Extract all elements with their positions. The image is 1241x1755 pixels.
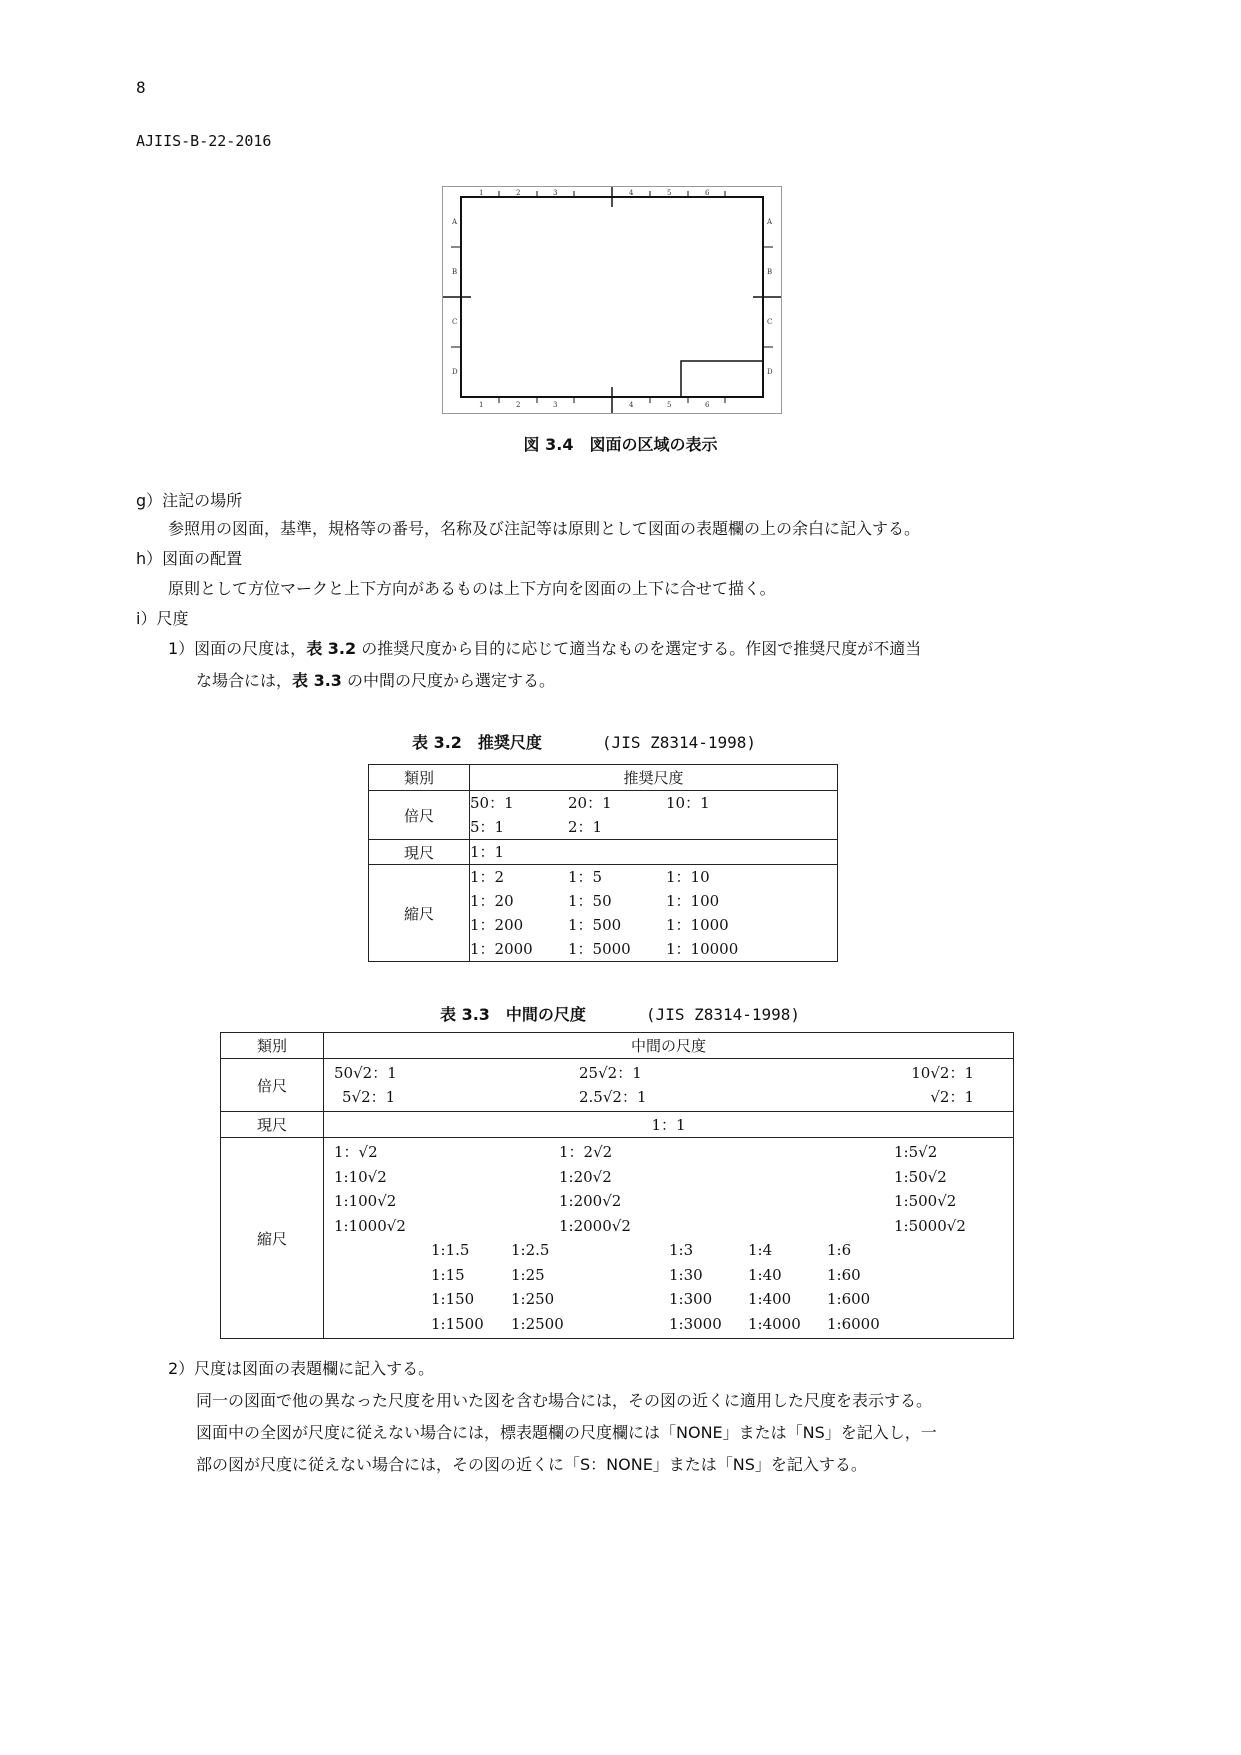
scale-value: 1:50√2 [894, 1167, 947, 1186]
intermediate-scale-table [220, 1032, 1014, 1339]
category-reduce: 縮尺 [221, 1138, 324, 1339]
page-number: 8 [136, 78, 146, 97]
col-label: 3 [553, 401, 558, 409]
col-label: 2 [516, 189, 521, 197]
table-ref: 表 3.2 [306, 639, 357, 658]
category-enlarge: 倍尺 [369, 791, 470, 840]
scale-value: 1:2500 [511, 1314, 564, 1333]
scale-value: 1:40 [748, 1265, 782, 1284]
text-run: な場合には， [196, 671, 293, 690]
col-label: 4 [629, 189, 634, 197]
scale-value: 1:2000√2 [559, 1216, 631, 1235]
caption-standard: (JIS Z8314-1998) [645, 1005, 801, 1024]
col-label: 3 [553, 189, 558, 197]
scale-value: 1:500√2 [894, 1192, 957, 1210]
section-i1-line1 [168, 638, 921, 660]
text-run: 1）図面の尺度は， [168, 639, 307, 658]
scale-value: 1:4000 [748, 1314, 801, 1333]
scale-value: 1:1000√2 [334, 1216, 406, 1235]
zone-ticks [451, 191, 773, 403]
scale-value: 1：1000 [666, 916, 729, 934]
scale-value: 1:20√2 [559, 1167, 612, 1186]
section-i1-line2 [196, 670, 555, 692]
col-label: 6 [705, 189, 710, 197]
scale-value: 1:200√2 [559, 1192, 622, 1210]
scale-value: 1:5√2 [894, 1143, 938, 1161]
scale-value: 1:100√2 [334, 1192, 397, 1210]
scale-values [324, 1059, 1014, 1112]
header-category: 類別 [369, 765, 470, 791]
scale-value: 1:150 [431, 1290, 475, 1308]
scale-value: 1：100 [666, 892, 720, 910]
col-label: 6 [705, 401, 710, 409]
scale-value: 1：2000 [470, 940, 533, 958]
col-label: 5 [667, 401, 672, 409]
scale-value: 50：1 [470, 794, 514, 812]
scale-value: 1:400 [748, 1290, 792, 1308]
section-i2-body-line1: 同一の図面で他の異なった尺度を用いた図を含む場合には，その図の近くに適用した尺度を表示する。 [196, 1391, 933, 1410]
col-label: 1 [479, 401, 484, 409]
header-scale: 中間の尺度 [324, 1033, 1014, 1059]
scale-value: 1：5000 [568, 940, 631, 958]
section-i-heading: i）尺度 [136, 609, 189, 628]
scale-value: 1：1 [470, 843, 505, 861]
document-id: AJIIS-B-22-2016 [136, 132, 272, 150]
scale-value: 10：1 [666, 794, 710, 812]
scale-value: 1:3000 [669, 1314, 722, 1333]
drawing-zone-diagram [443, 187, 781, 413]
scale-value: 1：10000 [666, 940, 739, 958]
scale-value: 1：√2 [334, 1143, 378, 1161]
scale-value: 1：200 [470, 916, 524, 934]
scale-value: 2.5√2：1 [579, 1088, 647, 1106]
scale-value: 1:10√2 [334, 1167, 387, 1186]
category-enlarge: 倍尺 [221, 1059, 324, 1112]
scale-value: 1:300 [669, 1290, 713, 1308]
scale-values [470, 865, 838, 962]
scale-value: 1：20 [470, 892, 514, 910]
caption-text: 表 3.3 中間の尺度 [440, 1005, 586, 1024]
scale-value: √2：1 [930, 1088, 974, 1106]
scale-value: 1:25 [511, 1265, 545, 1284]
scale-value: 1:250 [511, 1290, 555, 1308]
scale-value: 1:3 [669, 1241, 694, 1259]
header-scale: 推奨尺度 [470, 765, 838, 791]
scale-value: 1:1.5 [431, 1241, 470, 1259]
scale-value: 1：1 [324, 1112, 1014, 1138]
scale-value: 5√2：1 [342, 1088, 396, 1106]
scale-value: 5：1 [470, 818, 505, 836]
section-g-heading: g）注記の場所 [136, 491, 243, 510]
scale-value: 1:2.5 [511, 1241, 550, 1259]
scale-value: 1：50 [568, 892, 612, 910]
caption-standard: (JIS Z8314-1998) [601, 733, 757, 752]
col-label: 2 [516, 401, 521, 409]
scale-value: 1:30 [669, 1265, 703, 1284]
header-category: 類別 [221, 1033, 324, 1059]
drawing-zone-figure [442, 186, 782, 414]
scale-value: 1:15 [431, 1265, 465, 1284]
scale-values [324, 1138, 1014, 1339]
frame-border [461, 197, 763, 397]
scale-value: 1：500 [568, 916, 622, 934]
row-label: B [767, 268, 773, 276]
scale-value: 10√2：1 [911, 1064, 974, 1082]
scale-value: 25√2：1 [579, 1064, 642, 1082]
text-run: の推奨尺度から目的に応じて適当なものを選定する。作図で推奨尺度が不適当 [356, 639, 922, 658]
scale-value: 1：2√2 [559, 1143, 613, 1161]
row-label: C [767, 318, 773, 326]
scale-values [470, 840, 838, 865]
scale-value: 1:1500 [431, 1314, 484, 1333]
scale-value: 1:600 [827, 1290, 871, 1308]
category-reduce: 縮尺 [369, 865, 470, 962]
figure-caption: 図 3.4 図面の区域の表示 [523, 435, 718, 454]
col-label: 5 [667, 189, 672, 197]
table-ref: 表 3.3 [292, 671, 342, 690]
section-h-heading: h）図面の配置 [136, 549, 243, 568]
scale-value: 1：10 [666, 868, 710, 886]
scale-value: 1：2 [470, 868, 505, 886]
col-label: 1 [479, 189, 484, 197]
section-g-body: 参照用の図面，基準，規格等の番号，名称及び注記等は原則として図面の表題欄の上の余白に記入する。 [168, 519, 921, 538]
row-label: A [767, 218, 773, 226]
caption-text: 表 3.2 推奨尺度 [412, 733, 542, 752]
scale-values [470, 791, 838, 840]
recommended-scale-table [368, 764, 838, 962]
col-label: 4 [629, 401, 634, 409]
text-run: の中間の尺度から選定する。 [341, 671, 556, 690]
row-label: B [452, 268, 458, 276]
category-full: 現尺 [369, 840, 470, 865]
row-label: C [452, 318, 458, 326]
section-i2-body-line3: 部の図が尺度に従えない場合には，その図の近くに「S：NONE」または「NS」を記入する。 [196, 1455, 867, 1474]
category-full: 現尺 [221, 1112, 324, 1138]
scale-value: 1：5 [568, 868, 603, 886]
section-i2-heading: 2）尺度は図面の表題欄に記入する。 [168, 1359, 435, 1378]
title-block [681, 361, 763, 397]
row-label: D [452, 368, 458, 376]
row-label: A [452, 218, 458, 226]
scale-value: 1:5000√2 [894, 1216, 966, 1235]
scale-value: 20：1 [568, 794, 612, 812]
scale-value: 1:6000 [827, 1314, 880, 1333]
scale-value: 50√2：1 [334, 1064, 397, 1082]
section-h-body: 原則として方位マークと上下方向があるものは上下方向を図面の上下に合せて描く。 [168, 579, 776, 598]
scale-value: 1:4 [748, 1241, 773, 1259]
scale-value: 1:6 [827, 1241, 852, 1259]
scale-value: 1:60 [827, 1265, 861, 1284]
table33-caption [440, 1002, 800, 1025]
table32-caption [412, 730, 756, 753]
row-label: D [767, 368, 773, 376]
scale-value: 2：1 [568, 818, 603, 836]
section-i2-body-line2: 図面中の全図が尺度に従えない場合には，標表題欄の尺度欄には「NONE」または「NS」を記入し，一 [196, 1423, 937, 1442]
